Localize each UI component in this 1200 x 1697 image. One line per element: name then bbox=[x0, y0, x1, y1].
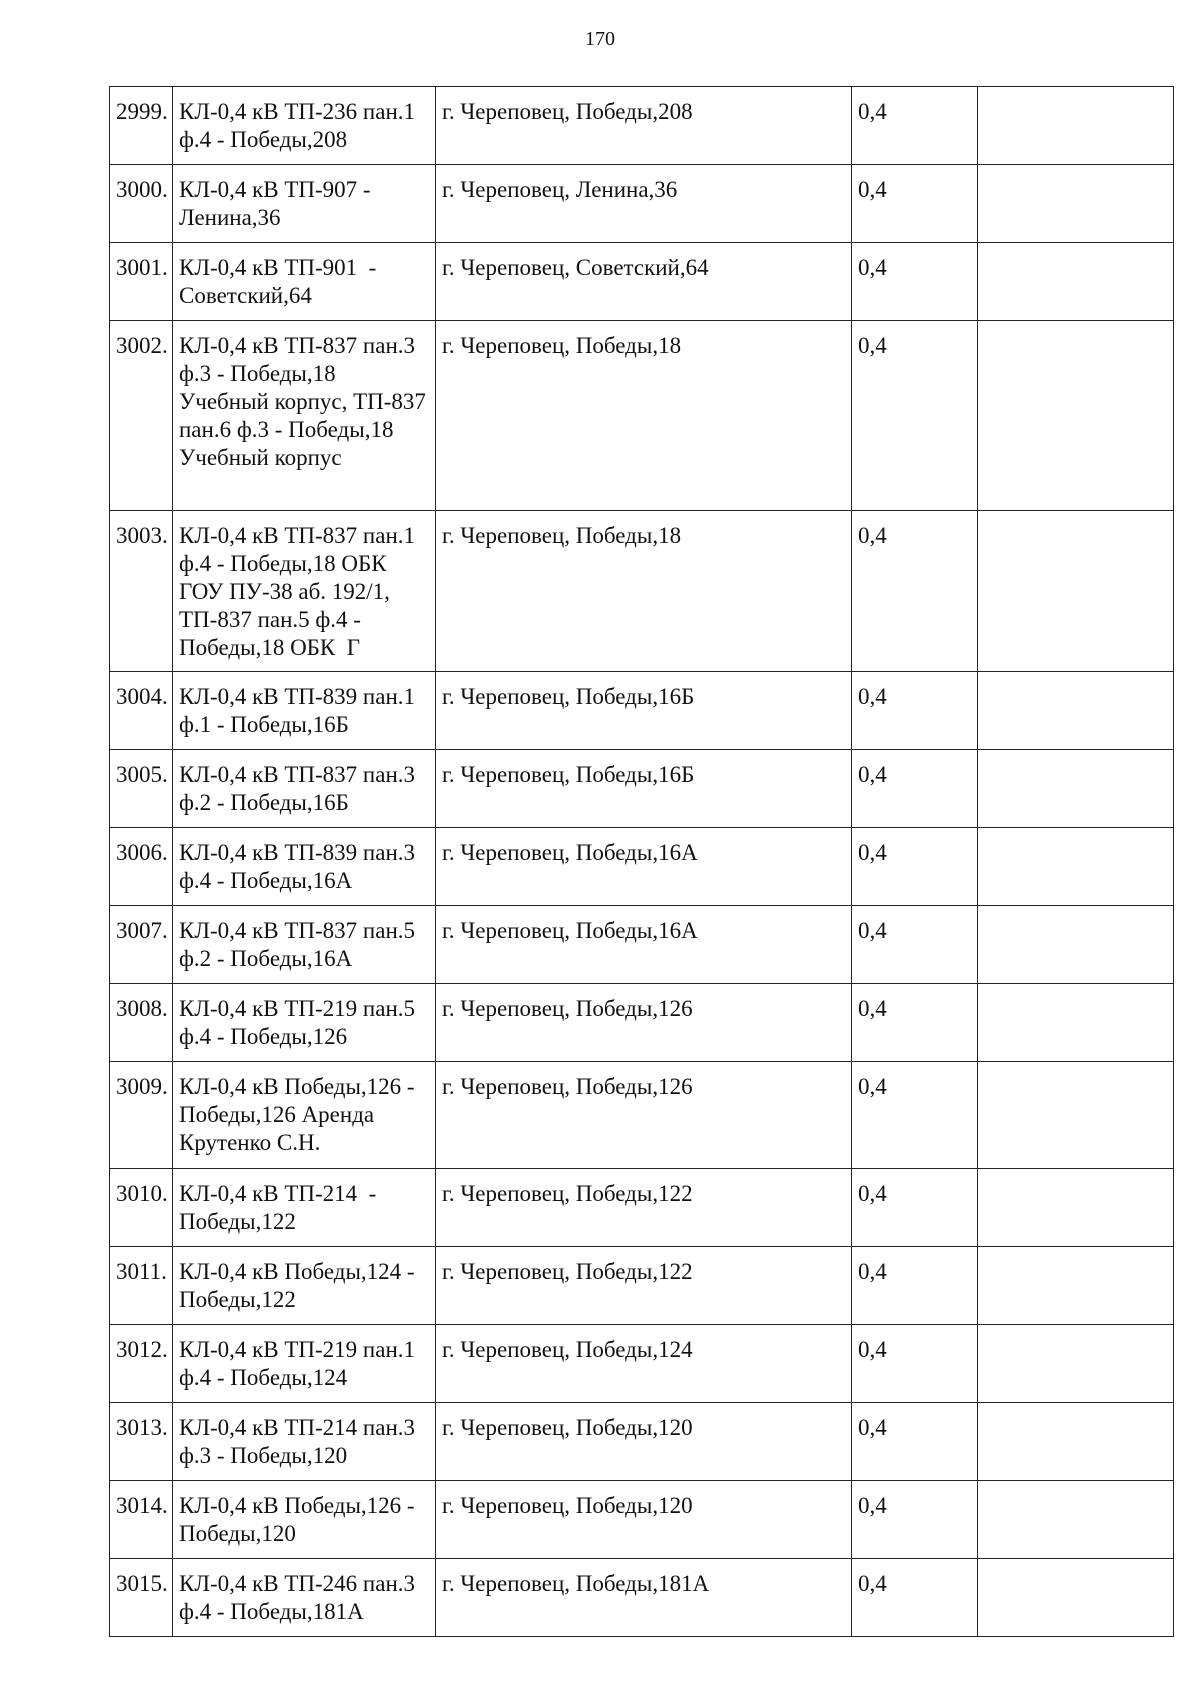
table-row bbox=[110, 1247, 1174, 1325]
empty-cell bbox=[978, 165, 1174, 243]
empty-cell bbox=[978, 1481, 1174, 1559]
voltage-cell: 0,4 bbox=[852, 1559, 978, 1637]
empty-cell bbox=[978, 750, 1174, 828]
empty-cell bbox=[978, 1403, 1174, 1481]
voltage-cell: 0,4 bbox=[852, 87, 978, 165]
address-cell: г. Череповец, Победы,18 bbox=[436, 511, 852, 672]
row-number: 2999. bbox=[110, 87, 173, 165]
table-row bbox=[110, 1062, 1174, 1169]
row-number: 3015. bbox=[110, 1559, 173, 1637]
address-cell: г. Череповец, Советский,64 bbox=[436, 243, 852, 321]
row-number: 3014. bbox=[110, 1481, 173, 1559]
voltage-cell: 0,4 bbox=[852, 1062, 978, 1169]
empty-cell bbox=[978, 87, 1174, 165]
cable-line-name: КЛ-0,4 кВ ТП-236 пан.1 ф.4 - Победы,208 bbox=[173, 87, 436, 165]
voltage-cell: 0,4 bbox=[852, 1247, 978, 1325]
address-cell: г. Череповец, Победы,16А bbox=[436, 906, 852, 984]
address-cell: г. Череповец, Победы,122 bbox=[436, 1247, 852, 1325]
row-number: 3001. bbox=[110, 243, 173, 321]
row-number: 3012. bbox=[110, 1325, 173, 1403]
address-cell: г. Череповец, Победы,16А bbox=[436, 828, 852, 906]
voltage-cell: 0,4 bbox=[852, 243, 978, 321]
cable-line-name: КЛ-0,4 кВ ТП-907 - Ленина,36 bbox=[173, 165, 436, 243]
empty-cell bbox=[978, 984, 1174, 1062]
row-number: 3010. bbox=[110, 1169, 173, 1247]
cable-line-name: КЛ-0,4 кВ ТП-214 - Победы,122 bbox=[173, 1169, 436, 1247]
row-number: 3007. bbox=[110, 906, 173, 984]
cable-line-name: КЛ-0,4 кВ ТП-219 пан.1 ф.4 - Победы,124 bbox=[173, 1325, 436, 1403]
voltage-cell: 0,4 bbox=[852, 672, 978, 750]
empty-cell bbox=[978, 321, 1174, 511]
address-cell: г. Череповец, Победы,122 bbox=[436, 1169, 852, 1247]
empty-cell bbox=[978, 1325, 1174, 1403]
cable-line-name: КЛ-0,4 кВ Победы,126 - Победы,120 bbox=[173, 1481, 436, 1559]
table-row bbox=[110, 984, 1174, 1062]
voltage-cell: 0,4 bbox=[852, 1325, 978, 1403]
empty-cell bbox=[978, 672, 1174, 750]
row-number: 3004. bbox=[110, 672, 173, 750]
empty-cell bbox=[978, 1559, 1174, 1637]
table-row bbox=[110, 511, 1174, 672]
cable-line-name: КЛ-0,4 кВ ТП-214 пан.3 ф.3 - Победы,120 bbox=[173, 1403, 436, 1481]
empty-cell bbox=[978, 243, 1174, 321]
voltage-cell: 0,4 bbox=[852, 1403, 978, 1481]
voltage-cell: 0,4 bbox=[852, 321, 978, 511]
table-row bbox=[110, 1169, 1174, 1247]
empty-cell bbox=[978, 1247, 1174, 1325]
cable-line-registry-table bbox=[109, 86, 1174, 1637]
voltage-cell: 0,4 bbox=[852, 984, 978, 1062]
cable-line-name: КЛ-0,4 кВ Победы,124 - Победы,122 bbox=[173, 1247, 436, 1325]
address-cell: г. Череповец, Победы,124 bbox=[436, 1325, 852, 1403]
cable-line-name: КЛ-0,4 кВ ТП-837 пан.3 ф.3 - Победы,18 Учебный корпус, ТП-837 пан.6 ф.3 - Победы,18 Учебный корпус bbox=[173, 321, 436, 511]
address-cell: г. Череповец, Победы,126 bbox=[436, 1062, 852, 1169]
table-row bbox=[110, 672, 1174, 750]
row-number: 3013. bbox=[110, 1403, 173, 1481]
row-number: 3005. bbox=[110, 750, 173, 828]
cable-line-name: КЛ-0,4 кВ ТП-246 пан.3 ф.4 - Победы,181А bbox=[173, 1559, 436, 1637]
cable-line-name: КЛ-0,4 кВ ТП-219 пан.5 ф.4 - Победы,126 bbox=[173, 984, 436, 1062]
page-number: 170 bbox=[585, 28, 615, 50]
cable-line-name: КЛ-0,4 кВ ТП-837 пан.1 ф.4 - Победы,18 ОБК ГОУ ПУ-38 аб. 192/1, ТП-837 пан.5 ф.4 - Победы,18 ОБК Г bbox=[173, 511, 436, 672]
row-number: 3009. bbox=[110, 1062, 173, 1169]
cable-line-name: КЛ-0,4 кВ ТП-901 - Советский,64 bbox=[173, 243, 436, 321]
table-row bbox=[110, 1325, 1174, 1403]
voltage-cell: 0,4 bbox=[852, 165, 978, 243]
table-row bbox=[110, 165, 1174, 243]
empty-cell bbox=[978, 1062, 1174, 1169]
row-number: 3003. bbox=[110, 511, 173, 672]
row-number: 3000. bbox=[110, 165, 173, 243]
address-cell: г. Череповец, Победы,120 bbox=[436, 1481, 852, 1559]
voltage-cell: 0,4 bbox=[852, 1169, 978, 1247]
cable-line-name: КЛ-0,4 кВ ТП-839 пан.3 ф.4 - Победы,16А bbox=[173, 828, 436, 906]
row-number: 3008. bbox=[110, 984, 173, 1062]
row-number: 3002. bbox=[110, 321, 173, 511]
table-row bbox=[110, 243, 1174, 321]
address-cell: г. Череповец, Победы,16Б bbox=[436, 672, 852, 750]
address-cell: г. Череповец, Победы,16Б bbox=[436, 750, 852, 828]
table-row bbox=[110, 906, 1174, 984]
voltage-cell: 0,4 bbox=[852, 511, 978, 672]
empty-cell bbox=[978, 511, 1174, 672]
address-cell: г. Череповец, Ленина,36 bbox=[436, 165, 852, 243]
empty-cell bbox=[978, 1169, 1174, 1247]
address-cell: г. Череповец, Победы,126 bbox=[436, 984, 852, 1062]
row-number: 3006. bbox=[110, 828, 173, 906]
table-row bbox=[110, 750, 1174, 828]
empty-cell bbox=[978, 828, 1174, 906]
address-cell: г. Череповец, Победы,181А bbox=[436, 1559, 852, 1637]
table-row bbox=[110, 828, 1174, 906]
cable-line-name: КЛ-0,4 кВ ТП-837 пан.3 ф.2 - Победы,16Б bbox=[173, 750, 436, 828]
table-row bbox=[110, 1481, 1174, 1559]
address-cell: г. Череповец, Победы,208 bbox=[436, 87, 852, 165]
voltage-cell: 0,4 bbox=[852, 828, 978, 906]
row-number: 3011. bbox=[110, 1247, 173, 1325]
table-row bbox=[110, 1403, 1174, 1481]
voltage-cell: 0,4 bbox=[852, 1481, 978, 1559]
empty-cell bbox=[978, 906, 1174, 984]
voltage-cell: 0,4 bbox=[852, 750, 978, 828]
cable-line-name: КЛ-0,4 кВ Победы,126 - Победы,126 Аренда Крутенко С.Н. bbox=[173, 1062, 436, 1169]
address-cell: г. Череповец, Победы,18 bbox=[436, 321, 852, 511]
table-row bbox=[110, 87, 1174, 165]
cable-line-name: КЛ-0,4 кВ ТП-837 пан.5 ф.2 - Победы,16А bbox=[173, 906, 436, 984]
cable-line-name: КЛ-0,4 кВ ТП-839 пан.1 ф.1 - Победы,16Б bbox=[173, 672, 436, 750]
table-row bbox=[110, 1559, 1174, 1637]
address-cell: г. Череповец, Победы,120 bbox=[436, 1403, 852, 1481]
voltage-cell: 0,4 bbox=[852, 906, 978, 984]
table-row bbox=[110, 321, 1174, 511]
